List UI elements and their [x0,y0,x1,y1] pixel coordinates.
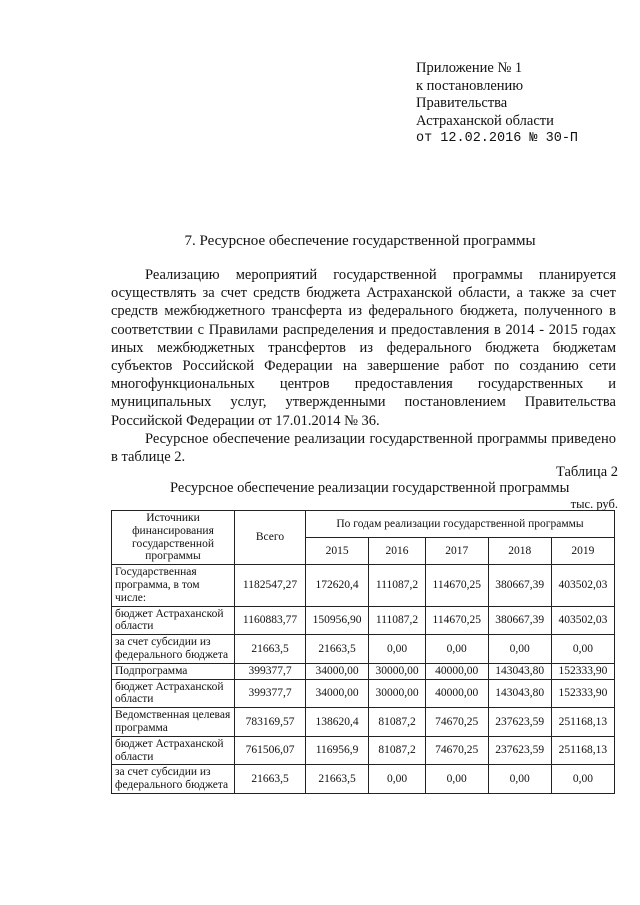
units-label: тыс. руб. [570,497,618,511]
paragraph: Реализацию мероприятий государственной программы планируется осуществлять за счет средств бюджета Астраханской области, а также за счет средств межбюджетного трансферта из федерального бюджета, полученного в соответствии с Правилами распределения и предоставления в 2014 - 2015 годах иных межбюджетных трансфертов из федерального бюджета бюджетам субъектов Российской Федерации на завершение работ по созданию сети многофункциональных центров предоставления государственных и муниципальных услуг, утвержденными постановлением Правительства Российской Федерации от 17.01.2014 № 36. [111,267,616,429]
row-value: 111087,2 [369,565,426,606]
table-row [112,765,615,794]
row-value: 34000,00 [306,679,369,708]
row-source: за счет субсидии из федерального бюджета [112,765,235,794]
row-value: 114670,25 [425,565,488,606]
table-row [112,708,615,737]
row-value: 40000,00 [425,679,488,708]
row-source: Подпрограмма [112,663,235,679]
row-value: 0,00 [488,765,551,794]
table-row [112,635,615,664]
row-value: 0,00 [488,635,551,664]
row-source: за счет субсидии из федерального бюджета [112,635,235,664]
row-value: 152333,90 [551,679,614,708]
row-value: 0,00 [425,635,488,664]
row-value: 30000,00 [369,663,426,679]
row-value: 0,00 [551,635,614,664]
appendix-block [416,60,578,148]
row-value: 237623,59 [488,708,551,737]
row-value: 116956,9 [306,736,369,765]
resources-table [111,510,615,794]
row-value: 114670,25 [425,606,488,635]
row-value: 237623,59 [488,736,551,765]
appendix-number: Приложение № 1 [416,60,523,76]
appendix-authority: Правительства [416,95,508,111]
row-value: 380667,39 [488,606,551,635]
header-year: 2015 [306,538,369,565]
header-year: 2017 [425,538,488,565]
header-year: 2018 [488,538,551,565]
row-value: 74670,25 [425,736,488,765]
row-value: 0,00 [425,765,488,794]
row-source: бюджет Астраханской области [112,606,235,635]
header-years-group: По годам реализации государственной программы [306,511,615,538]
section-title: 7. Ресурсное обеспечение государственной программы [184,233,536,249]
row-source: бюджет Астраханской области [112,679,235,708]
row-total: 761506,07 [235,736,306,765]
row-source: Ведомственная целевая программа [112,708,235,737]
row-value: 172620,4 [306,565,369,606]
row-value: 81087,2 [369,708,426,737]
table-row [112,565,615,606]
paragraph: Ресурсное обеспечение реализации государственной программы приведено в таблице 2. [111,430,616,466]
header-year: 2019 [551,538,614,565]
header-total: Всего [235,511,306,565]
row-value: 0,00 [369,635,426,664]
table-label: Таблица 2 [555,464,618,480]
row-value: 150956,90 [306,606,369,635]
row-value: 251168,13 [551,736,614,765]
table-row [112,679,615,708]
row-total: 399377,7 [235,663,306,679]
row-value: 30000,00 [369,679,426,708]
header-source: Источники финансирования государственной программы [112,511,235,565]
row-total: 1182547,27 [235,565,306,606]
table-row [112,663,615,679]
row-source: Государственная программа, в том числе: [112,565,235,606]
header-year: 2016 [369,538,426,565]
body-text [111,266,616,466]
row-value: 152333,90 [551,663,614,679]
appendix-ref: к постановлению [416,77,524,94]
row-total: 21663,5 [235,765,306,794]
row-value: 21663,5 [306,765,369,794]
row-value: 40000,00 [425,663,488,679]
row-source: бюджет Астраханской области [112,736,235,765]
row-value: 0,00 [551,765,614,794]
appendix-region: Астраханской области [416,112,554,129]
row-value: 81087,2 [369,736,426,765]
row-value: 138620,4 [306,708,369,737]
row-total: 1160883,77 [235,606,306,635]
row-value: 251168,13 [551,708,614,737]
row-value: 21663,5 [306,635,369,664]
appendix-date-number: от 12.02.2016 № 30-П [416,131,579,146]
table-row [112,736,615,765]
row-value: 34000,00 [306,663,369,679]
row-value: 74670,25 [425,708,488,737]
row-value: 143043,80 [488,663,551,679]
row-value: 380667,39 [488,565,551,606]
row-value: 403502,03 [551,606,614,635]
row-value: 143043,80 [488,679,551,708]
table-row [112,606,615,635]
table-title: Ресурсное обеспечение реализации государственной программы [170,480,570,496]
row-value: 111087,2 [369,606,426,635]
row-value: 0,00 [369,765,426,794]
row-total: 21663,5 [235,635,306,664]
row-total: 783169,57 [235,708,306,737]
row-value: 403502,03 [551,565,614,606]
row-total: 399377,7 [235,679,306,708]
